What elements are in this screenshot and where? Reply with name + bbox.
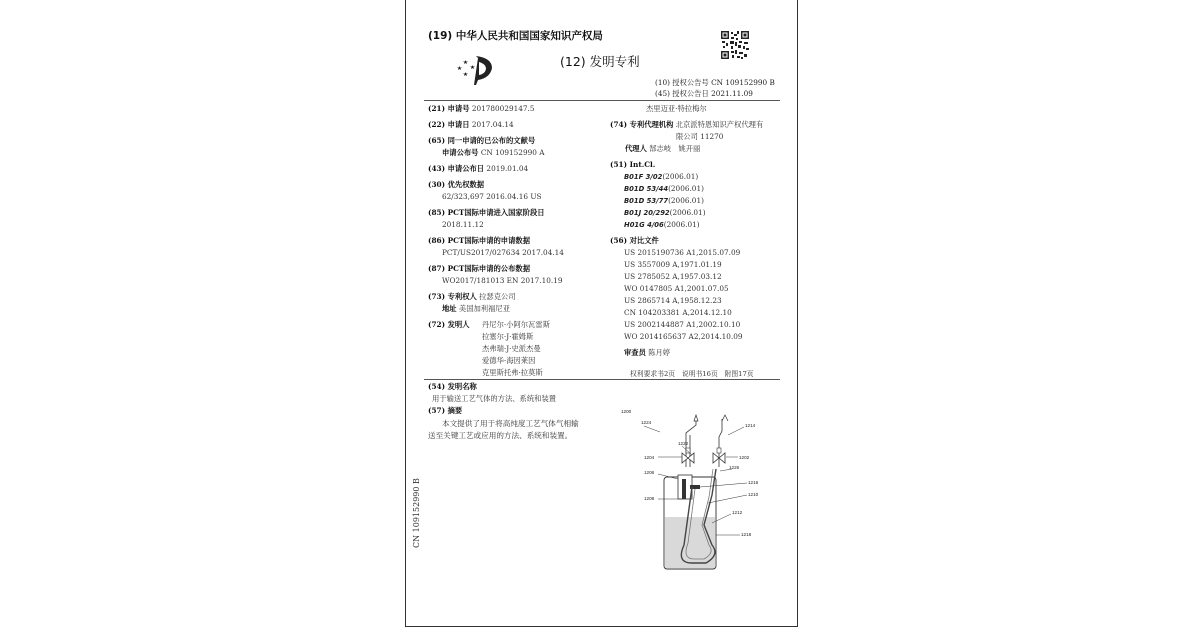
address-row — [442, 304, 510, 314]
fig-label-1212: 1212 — [732, 510, 743, 515]
ipc-code: B01F 3/02 — [624, 173, 663, 181]
prior-publication-row — [442, 148, 544, 158]
inventor-item: 丹尼尔·小阿尔瓦雷斯 — [482, 320, 550, 329]
agent-label: 代理人 — [625, 144, 647, 153]
pct-publication-value: WO2017/181013 EN 2017.10.19 — [442, 276, 563, 285]
inventor-item: 克里斯托弗·拉莫斯 — [482, 368, 543, 377]
fig-label-1222: 1222 — [678, 441, 689, 446]
ipc-item — [624, 184, 704, 194]
fig-label-1202: 1202 — [739, 455, 750, 460]
ipc-code: B01D 53/44 — [624, 185, 669, 193]
examiner-row — [624, 348, 670, 358]
publication-date-row — [428, 164, 528, 174]
page-counts: 权利要求书2页 说明书16页 附图17页 — [630, 370, 754, 378]
spine-publication-number: CN 109152990 B — [412, 478, 421, 548]
inventors-label: (72) 发明人 — [428, 320, 470, 329]
office-name: (19) 中华人民共和国国家知识产权局 — [428, 30, 603, 42]
ipc-version: (2006.01) — [668, 184, 704, 193]
inventor-continued: 杰里迈亚·特拉梅尔 — [646, 104, 707, 113]
invention-title: 用于输送工艺气体的方法、系统和装置 — [432, 394, 557, 403]
grant-publication-number: (10) 授权公告号 CN 109152990 B — [655, 78, 775, 87]
fig-label-1200: 1200 — [621, 409, 632, 414]
ipc-code: B01J 20/292 — [624, 209, 670, 217]
cited-reference-item: US 2865714 A,1958.12.23 — [624, 296, 722, 305]
inventor-item: 杰弗瑞·J·史派杰曼 — [482, 344, 541, 353]
priority-data-label: (30) 优先权数据 — [428, 180, 485, 189]
fig-label-1206: 1206 — [644, 470, 655, 475]
fig-label-1226: 1226 — [729, 465, 740, 470]
pct-national-phase-label: (85) PCT国际申请进入国家阶段日 — [428, 208, 545, 217]
grant-publication-date: (45) 授权公告日 2021.11.09 — [655, 89, 753, 98]
prior-publication-label: (65) 同一申请的已公布的文献号 — [428, 136, 536, 145]
cited-reference-item: CN 104203381 A,2014.12.10 — [624, 308, 732, 317]
cited-reference-item: WO 0147805 A1,2001.07.05 — [624, 284, 729, 293]
cnipa-logo — [452, 52, 496, 86]
fig-label-1204: 1204 — [644, 455, 655, 460]
fig-label-1224: 1224 — [641, 420, 652, 425]
biblio-rule — [424, 379, 780, 380]
abstract-figure — [616, 405, 796, 580]
ipc-version: (2006.01) — [662, 172, 699, 181]
fig-label-1214: 1214 — [745, 423, 756, 428]
agent-value: 郜志岐 姚开丽 — [649, 144, 701, 153]
invention-title-label: (54) 发明名称 — [428, 382, 477, 391]
agency-value-line1: 北京派特恩知识产权代理有 — [675, 120, 764, 129]
cited-reference-item: WO 2014165637 A2,2014.10.09 — [624, 332, 743, 341]
abstract-line1: 本文提供了用于将高纯度工艺气体气相输 — [442, 419, 579, 428]
agent-row — [625, 144, 700, 154]
ipc-item — [624, 208, 706, 218]
abstract-line2: 送至关键工艺或应用的方法、系统和装置。 — [428, 431, 573, 440]
ipc-item — [624, 220, 700, 230]
fig-label-1218: 1218 — [741, 532, 752, 537]
pct-national-phase-value: 2018.11.12 — [442, 220, 484, 229]
fig-label-1210: 1210 — [748, 492, 759, 497]
address-value: 美国加利福尼亚 — [458, 304, 510, 313]
examiner-label: 审查员 — [624, 348, 646, 357]
agency-label: (74) 专利代理机构 — [610, 120, 674, 129]
cited-reference-item: US 3557009 A,1971.01.19 — [624, 260, 722, 269]
priority-data-value: 62/323,697 2016.04.16 US — [442, 192, 542, 201]
ipc-version: (2006.01) — [668, 196, 704, 205]
ipc-item — [624, 172, 698, 182]
header-rule — [424, 100, 780, 101]
prior-publication-value: CN 109152990 A — [480, 148, 545, 157]
patentee-value: 拉瑟克公司 — [479, 292, 516, 301]
application-date-row — [428, 120, 514, 130]
patentee-row — [428, 292, 516, 302]
application-number-value: 201780029147.5 — [471, 104, 535, 113]
prior-publication-sub-label: 申请公布号 — [442, 148, 479, 157]
abstract-label: (57) 摘要 — [428, 406, 463, 415]
application-date-value: 2017.04.14 — [471, 120, 514, 129]
cited-references-label: (56) 对比文件 — [610, 236, 659, 245]
qr-code — [720, 30, 750, 60]
cited-reference-item: US 2785052 A,1957.03.12 — [624, 272, 722, 281]
ipc-version: (2006.01) — [669, 208, 706, 217]
application-number-row — [428, 104, 535, 114]
ipc-code: B01D 53/77 — [624, 197, 669, 205]
cited-reference-item: US 2002144887 A1,2002.10.10 — [624, 320, 741, 329]
ipc-item — [624, 196, 704, 206]
publication-date-value: 2019.01.04 — [486, 164, 529, 173]
agency-value-line2: 限公司 11270 — [676, 132, 724, 141]
patentee-label: (73) 专利权人 — [428, 292, 477, 301]
pct-application-label: (86) PCT国际申请的申请数据 — [428, 236, 530, 245]
application-date-label: (22) 申请日 — [428, 120, 470, 129]
ipc-version: (2006.01) — [663, 220, 700, 229]
fig-label-1208: 1208 — [644, 496, 655, 501]
inventor-item: 爱德华·海因莱因 — [482, 356, 536, 365]
publication-date-label: (43) 申请公布日 — [428, 164, 485, 173]
application-number-label: (21) 申请号 — [428, 104, 470, 113]
patent-page — [405, 0, 798, 627]
pct-publication-label: (87) PCT国际申请的公布数据 — [428, 264, 530, 273]
fig-label-1216: 1216 — [748, 480, 759, 485]
cited-reference-item: US 2015190736 A1,2015.07.09 — [624, 248, 741, 257]
agency-row — [610, 120, 763, 130]
ipc-code: H01G 4/06 — [624, 221, 664, 229]
examiner-value: 陈月婷 — [648, 348, 671, 357]
pct-application-value: PCT/US2017/027634 2017.04.14 — [442, 248, 564, 257]
address-label: 地址 — [442, 304, 457, 313]
inventor-item: 拉塞尔·J·霍姆斯 — [482, 332, 534, 341]
document-type: (12) 发明专利 — [560, 54, 640, 69]
int-cl-label: (51) Int.Cl. — [610, 160, 656, 169]
